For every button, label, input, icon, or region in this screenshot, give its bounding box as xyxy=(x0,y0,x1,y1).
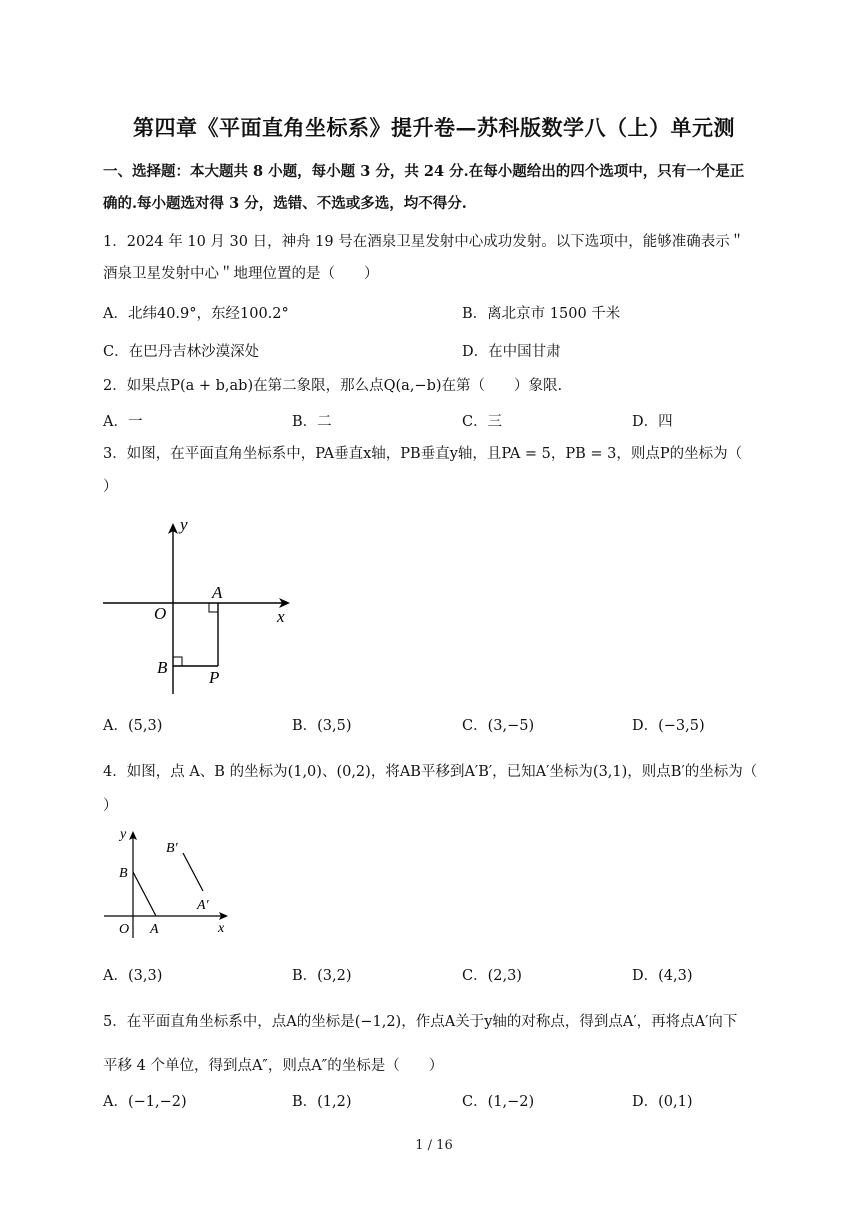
q3-label-o: O xyxy=(154,604,167,623)
q3-label-b: B xyxy=(157,658,168,677)
q4-label-a: A xyxy=(150,922,159,937)
q4-figure xyxy=(100,822,240,942)
q3-label-y: y xyxy=(180,515,188,534)
q3-right-angle-b xyxy=(173,657,182,666)
q4-label-x: x xyxy=(218,921,225,936)
q1-stem-line1: 1．2024 年 10 月 30 日，神舟 19 号在酒泉卫星发射中心成功发射。以下选项中，能够准确表示＂ xyxy=(103,234,745,250)
q4-option-c: C．(2,3) xyxy=(462,968,522,984)
q4-stem-line1: 4．如图，点 A、B 的坐标为(1,0)、(0,2)，将AB平移到A′B′，已知A′坐标为(3,1)，则点B′的坐标为（ xyxy=(103,764,758,780)
q1-option-c: C．在巴丹吉林沙漠深处 xyxy=(103,344,260,360)
q4-option-d: D．(4,3) xyxy=(632,968,693,984)
q2-option-d: D．四 xyxy=(632,414,673,430)
q1-option-d: D．在中国甘肃 xyxy=(462,344,561,360)
section-instructions-line1: 一、选择题：本大题共 8 小题，每小题 3 分，共 24 分.在每小题给出的四个选项中，只有一个是正 xyxy=(103,163,745,180)
q5-stem-line2: 平移 4 个单位，得到点A″，则点A″的坐标是（ ） xyxy=(103,1058,444,1074)
q5-option-a: A．(−1,−2) xyxy=(103,1094,187,1110)
q4-segment-a2b2 xyxy=(183,853,203,891)
q4-option-b: B．(3,2) xyxy=(292,968,352,984)
q3-option-d: D．(−3,5) xyxy=(632,718,705,734)
q5-option-b: B．(1,2) xyxy=(292,1094,352,1110)
page-title: 第四章《平面直角坐标系》提升卷—苏科版数学八（上）单元测 xyxy=(133,115,735,140)
q4-option-a: A．(3,3) xyxy=(103,968,163,984)
q5-option-d: D．(0,1) xyxy=(632,1094,693,1110)
q3-stem-line1: 3．如图，在平面直角坐标系中，PA垂直x轴，PB垂直y轴，且PA = 5，PB = 3，则点P的坐标为（ xyxy=(103,446,743,462)
page-number: 1 / 16 xyxy=(415,1138,453,1153)
q4-segment-ab xyxy=(133,872,156,916)
q4-label-b: B xyxy=(119,866,128,881)
q1-option-a: A．北纬40.9°，东经100.2° xyxy=(103,306,289,322)
q5-option-c: C．(1,−2) xyxy=(462,1094,535,1110)
q4-label-a-prime: A′ xyxy=(197,898,209,913)
q2-stem: 2．如果点P(a + b,ab)在第二象限，那么点Q(a,−b)在第（ ）象限. xyxy=(103,378,563,394)
q3-right-angle-a xyxy=(209,603,218,612)
q3-option-c: C．(3,−5) xyxy=(462,718,535,734)
q4-label-o: O xyxy=(119,922,130,937)
q4-stem-line2: ） xyxy=(103,798,118,814)
q3-option-b: B．(3,5) xyxy=(292,718,352,734)
q5-stem-line1: 5．在平面直角坐标系中，点A的坐标是(−1,2)，作点A关于y轴的对称点，得到点A′，再将点A′向下 xyxy=(103,1014,738,1030)
q3-stem-line2: ） xyxy=(103,479,118,495)
q2-option-b: B．二 xyxy=(292,414,332,430)
q2-option-c: C．三 xyxy=(462,414,503,430)
q1-stem-line2: 酒泉卫星发射中心＂地理位置的是（ ） xyxy=(103,266,379,282)
q3-label-a: A xyxy=(212,583,223,602)
q1-option-b: B．离北京市 1500 千米 xyxy=(462,306,621,322)
section-instructions-line2: 确的.每小题选对得 3 分，选错、不选或多选，均不得分. xyxy=(103,195,467,212)
q3-label-p: P xyxy=(209,668,220,687)
q4-label-b-prime: B′ xyxy=(166,841,178,856)
q2-option-a: A．一 xyxy=(103,414,143,430)
q3-option-a: A．(5,3) xyxy=(103,718,163,734)
q3-figure xyxy=(100,512,300,697)
q3-label-x: x xyxy=(277,607,285,626)
q4-label-y: y xyxy=(120,827,127,842)
